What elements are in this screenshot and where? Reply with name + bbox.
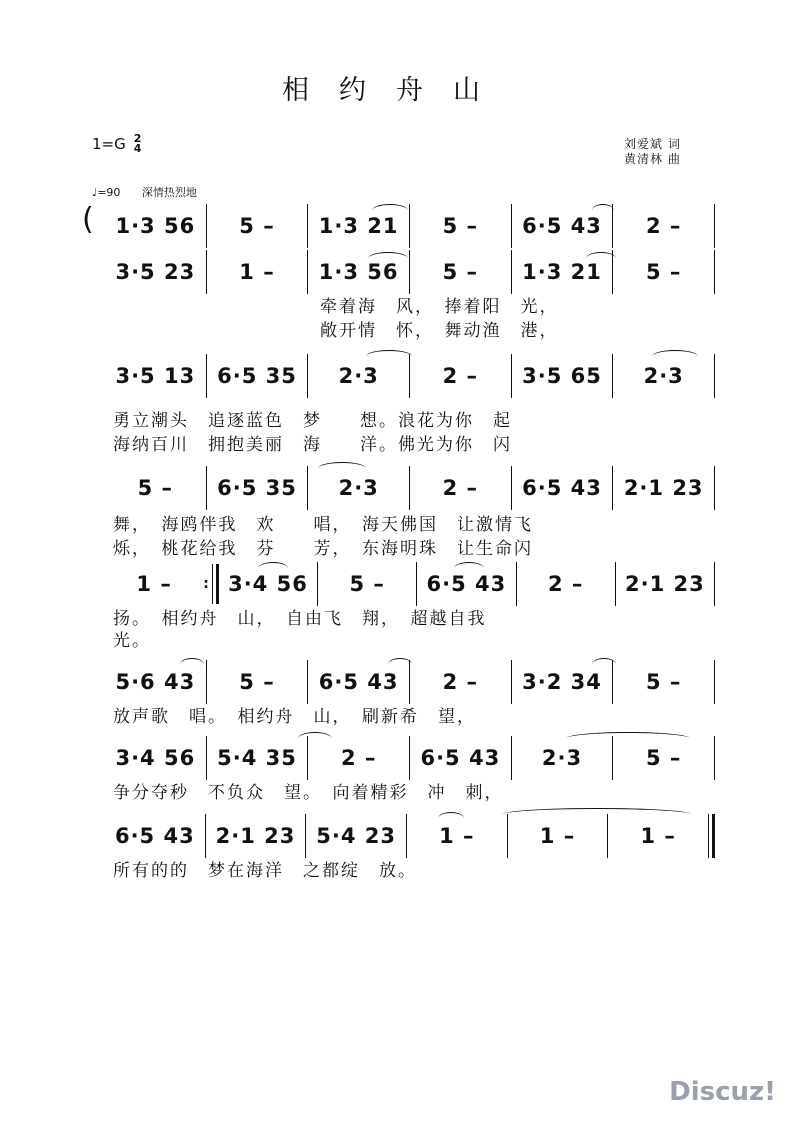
notes: 1·3 21 <box>522 260 602 284</box>
notes: 5 – <box>137 476 174 500</box>
notes: 1·3 56 <box>318 260 399 284</box>
notes: 1 – <box>539 824 576 848</box>
slur <box>652 350 698 363</box>
bar-line <box>714 250 715 294</box>
slur <box>592 204 614 217</box>
notes: 1 – <box>136 572 172 596</box>
notes: 2·3 <box>338 364 379 388</box>
slur <box>586 252 616 265</box>
notes: 5 – <box>645 670 682 694</box>
notes: 5·4 23 <box>316 824 397 848</box>
notes: 2·1 23 <box>625 572 705 596</box>
measure <box>613 204 714 248</box>
lyric-verse-1: 舞， 海鸥伴我 欢 唱， 海天佛国 让激情飞 <box>113 515 533 535</box>
notes: 6·5 35 <box>217 476 297 500</box>
notes: 3·5 13 <box>115 364 196 388</box>
meter-bottom: 4 <box>133 142 142 155</box>
notes: 5 – <box>645 746 682 770</box>
notes: 5 – <box>239 214 275 238</box>
slur <box>592 658 616 671</box>
bar-line <box>714 660 715 704</box>
slur <box>454 562 484 575</box>
tempo-marking <box>92 184 215 200</box>
notes: 1 – <box>239 260 275 284</box>
repeat-sign: : <box>203 562 219 606</box>
slur <box>258 562 288 575</box>
notes: 5 – <box>239 670 275 694</box>
lyric-verse-1: 牵着海 风， 捧着阳 光， <box>320 297 559 317</box>
measure <box>207 250 308 294</box>
lyric-verse-2: 海纳百川 拥抱美丽 海 洋。佛光为你 闪 <box>113 435 512 455</box>
measure <box>105 466 206 510</box>
measure <box>207 354 308 398</box>
notes: 3·2 34 <box>522 670 602 694</box>
notes: 6·5 35 <box>217 364 297 388</box>
measure <box>318 562 416 606</box>
song-title: 相约舟山 <box>282 75 510 106</box>
measure <box>410 660 511 704</box>
lyric-verse-2: 烁， 桃花给我 芬 芳， 东海明珠 让生命闪 <box>113 539 533 559</box>
bar-line <box>714 562 715 606</box>
notes: 2 – <box>340 746 377 770</box>
bar-line <box>714 354 715 398</box>
notes: 2·1 23 <box>623 476 704 500</box>
slur <box>388 658 412 671</box>
time-signature <box>134 134 142 154</box>
lyric-verse-1: 所有的的 梦在海洋 之都绽 放。 <box>113 861 417 881</box>
measure <box>410 736 511 780</box>
key-tonic: 1=G <box>92 135 126 153</box>
notes: 1·3 21 <box>318 214 399 238</box>
open-paren: ( <box>82 202 94 237</box>
slur <box>318 462 366 475</box>
meter-top: 2 <box>133 132 142 145</box>
notes: 3·5 65 <box>522 364 602 388</box>
notes: 5 – <box>645 260 682 284</box>
measure <box>410 466 511 510</box>
notes: 1·3 56 <box>115 214 196 238</box>
measure <box>207 466 308 510</box>
notes: 1 – <box>640 824 676 848</box>
key-signature <box>92 134 141 154</box>
watermark: Discuz! <box>669 1077 776 1107</box>
measure <box>105 250 206 294</box>
notes: 2 – <box>645 214 682 238</box>
notes: 3·4 56 <box>228 572 308 596</box>
notes: 6·5 43 <box>426 572 507 596</box>
slur <box>298 732 332 745</box>
measure <box>105 736 206 780</box>
notes: 6·5 43 <box>420 746 501 770</box>
tempo-mark: ♩=90 <box>92 186 121 199</box>
slur <box>372 204 408 217</box>
notes: 2 – <box>442 364 479 388</box>
lyric-verse-1: 勇立潮头 追逐蓝色 梦 想。浪花为你 起 <box>113 411 512 431</box>
lyricist: 刘爱斌 词 <box>624 137 681 151</box>
measure <box>613 466 714 510</box>
notes: 2·3 <box>643 364 684 388</box>
slur <box>566 732 690 745</box>
measure <box>105 354 206 398</box>
expression-mark: 深情热烈地 <box>141 186 197 199</box>
bar-line <box>714 466 715 510</box>
credits <box>624 137 681 167</box>
measure <box>105 814 205 858</box>
measure <box>206 814 306 858</box>
notes: 2 – <box>547 572 584 596</box>
composer: 黄清林 曲 <box>624 152 681 166</box>
measure <box>105 562 203 606</box>
notes: 6·5 43 <box>114 824 195 848</box>
slur <box>180 658 204 671</box>
notes: 5·4 35 <box>217 746 297 770</box>
bar-line <box>714 736 715 780</box>
measure <box>512 466 613 510</box>
measure <box>613 660 714 704</box>
notes: 6·5 43 <box>522 214 602 238</box>
notes: 2 – <box>442 670 479 694</box>
slur <box>368 252 408 265</box>
notes: 1 – <box>439 824 475 848</box>
slur <box>438 812 464 825</box>
lyric-verse-1: 放声歌 唱。 相约舟 山， 刷新希 望， <box>113 707 476 727</box>
lyric-verse-2: 敞开情 怀， 舞动渔 港， <box>320 321 559 341</box>
measure <box>517 562 615 606</box>
bar-line <box>714 204 715 248</box>
measure <box>306 814 406 858</box>
tie <box>502 808 692 821</box>
notes: 2 – <box>442 476 479 500</box>
lyric-verse-1: 扬。 相约舟 山， 自由飞 翔， 超越自我 <box>113 609 487 629</box>
lyric-verse-1: 争分夺秒 不负众 望。 向着精彩 冲 刺， <box>113 783 504 803</box>
measure <box>207 660 308 704</box>
notes: 2·3 <box>338 476 379 500</box>
notes: 6·5 43 <box>522 476 602 500</box>
notes: 5 – <box>442 214 479 238</box>
measure <box>512 354 613 398</box>
slur <box>366 350 412 363</box>
notes: 6·5 43 <box>318 670 399 694</box>
notes: 5·6 43 <box>115 670 196 694</box>
measure <box>207 204 308 248</box>
notes: 3·4 56 <box>115 746 196 770</box>
measure <box>410 354 511 398</box>
lyric-verse-2: 光。 <box>113 631 151 651</box>
notes: 2·1 23 <box>215 824 296 848</box>
notes: 3·5 23 <box>115 260 196 284</box>
measure <box>613 250 714 294</box>
measure <box>105 204 206 248</box>
measure <box>207 736 308 780</box>
final-bar-line <box>708 814 715 858</box>
measure <box>410 250 511 294</box>
notes: 5 – <box>349 572 385 596</box>
notes: 5 – <box>442 260 479 284</box>
measure <box>616 562 714 606</box>
notes: 2·3 <box>541 746 583 770</box>
measure <box>410 204 511 248</box>
